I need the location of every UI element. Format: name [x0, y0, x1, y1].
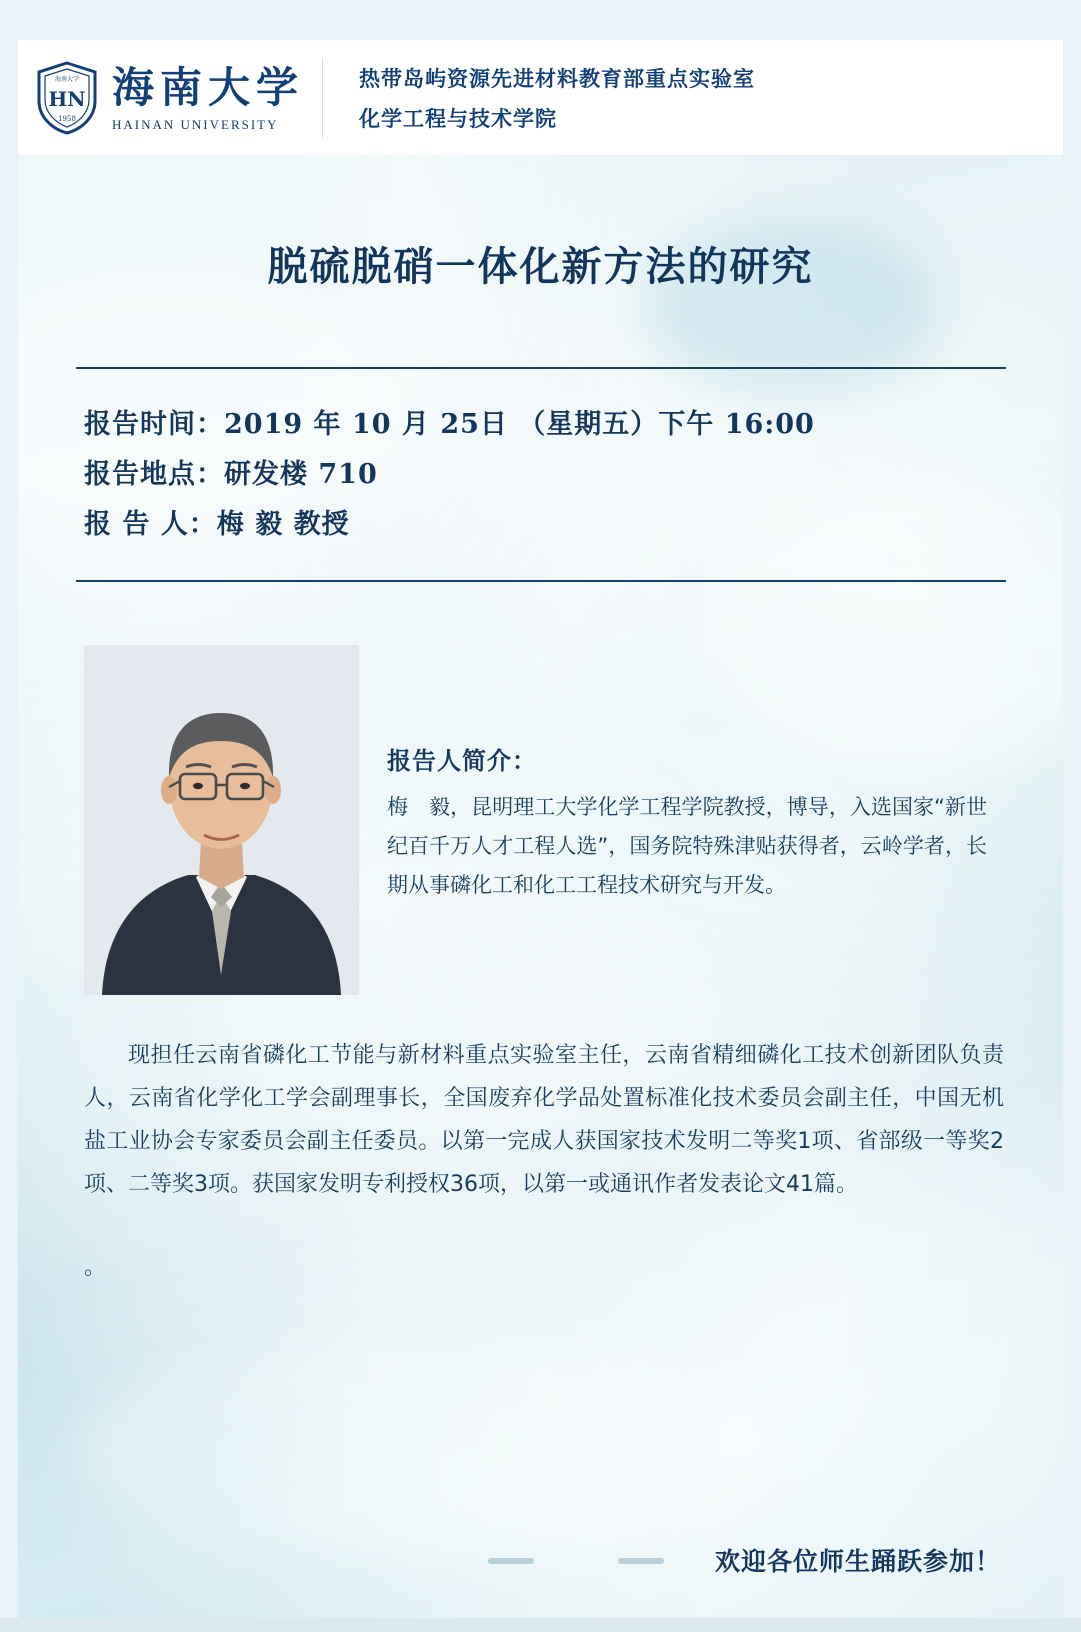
poster-header	[18, 40, 1063, 155]
svg-text:1958: 1958	[58, 114, 76, 123]
university-wordmark	[112, 58, 323, 138]
university-name-cn: 海南大学	[112, 63, 305, 113]
speaker-bio-text	[387, 645, 987, 905]
divider-bottom	[76, 580, 1006, 582]
svg-text:HN: HN	[48, 86, 86, 111]
background-wash	[78, 1338, 778, 1558]
achievements-paragraph: 现担任云南省磷化工节能与新材料重点实验室主任，云南省精细磷化工技术创新团队负责人，云南省化学化工学会副理事长，全国废弃化学品处置标准化技术委员会副主任，中国无机盐工业协会专家委员会副主任委员。以第一完成人获国家技术发明二等奖1项、省部级一等奖2项、二等奖3项。获国家发明专利授权36项，以第一或通讯作者发表论文41篇。	[84, 1043, 1004, 1197]
lecture-time: 报告时间：2019 年 10 月 25日 （星期五）下午 16:00	[84, 409, 815, 440]
lecture-location: 报告地点：研发楼 710	[84, 458, 378, 490]
bio-heading: 报告人简介：	[387, 747, 537, 775]
welcome-note: 欢迎各位师生踊跃参加！	[714, 1547, 1001, 1576]
page-frame-bottom	[0, 1618, 1081, 1632]
divider-top	[76, 367, 1006, 369]
decorative-dash	[488, 1558, 534, 1564]
header-line-lab: 热带岛屿资源先进材料教育部重点实验室	[359, 66, 756, 91]
achievements-paragraph-tail: 。	[84, 1255, 107, 1280]
page-frame-top	[0, 0, 1081, 40]
lecture-speaker: 报 告 人：梅 毅 教授	[84, 508, 350, 540]
page-frame-left	[0, 0, 18, 1632]
speaker-bio-block	[84, 645, 1004, 995]
speaker-portrait	[84, 645, 359, 995]
bio-paragraph: 梅 毅，昆明理工大学化学工程学院教授，博导，入选国家“新世纪百千万人才工程人选”，国务院特殊津贴获得者，云岭学者，长期从事磷化工和化工工程技术研究与开发。	[387, 795, 987, 897]
poster-title: 脱硫脱硝一体化新方法的研究	[267, 244, 814, 290]
poster-body	[18, 155, 1063, 1618]
university-shield-icon	[36, 61, 98, 135]
page-frame-right	[1063, 0, 1081, 1632]
svg-text:海南大学: 海南大学	[54, 75, 80, 83]
header-lab-names	[359, 63, 755, 133]
header-line-college: 化学工程与技术学院	[359, 106, 558, 131]
decorative-dash	[618, 1558, 664, 1564]
lecture-info	[84, 400, 984, 550]
university-name-en: HAINAN UNIVERSITY	[112, 116, 279, 132]
